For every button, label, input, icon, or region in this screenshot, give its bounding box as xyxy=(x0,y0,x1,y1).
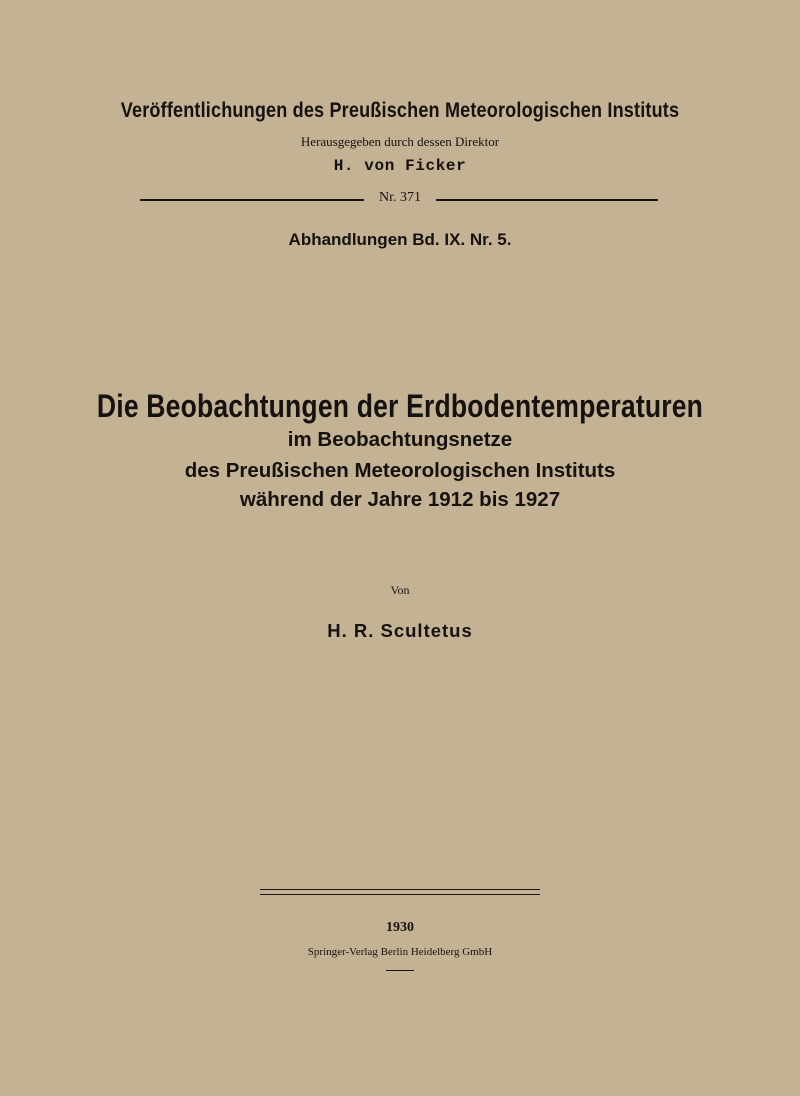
series-title: Veröffentlichungen des Preußischen Meteorologischen Instituts xyxy=(120,99,680,122)
editor-line: Herausgegeben durch dessen Direktor xyxy=(300,134,500,149)
editor-name: H. von Ficker xyxy=(333,157,467,175)
short-rule xyxy=(386,970,414,971)
volume-info: Abhandlungen Bd. IX. Nr. 5. xyxy=(288,230,512,249)
subtitle-line-1: im Beobachtungsnetze xyxy=(287,428,513,451)
publication-year: 1930 xyxy=(386,920,414,935)
series-number: Nr. 371 xyxy=(379,190,421,205)
by-label: Von xyxy=(390,583,410,597)
publisher: Springer-Verlag Berlin Heidelberg GmbH xyxy=(307,946,493,958)
double-rule-divider xyxy=(260,889,540,895)
author-name: H. R. Scultetus xyxy=(327,620,473,641)
left-rule xyxy=(140,199,364,201)
series-number-row xyxy=(140,190,658,210)
main-title: Die Beobachtungen der Erdbodentemperaturen xyxy=(96,388,704,424)
right-rule xyxy=(436,199,658,201)
subtitle-line-3: während der Jahre 1912 bis 1927 xyxy=(239,488,561,511)
subtitle-line-2: des Preußischen Meteorologischen Instituts xyxy=(184,459,616,482)
